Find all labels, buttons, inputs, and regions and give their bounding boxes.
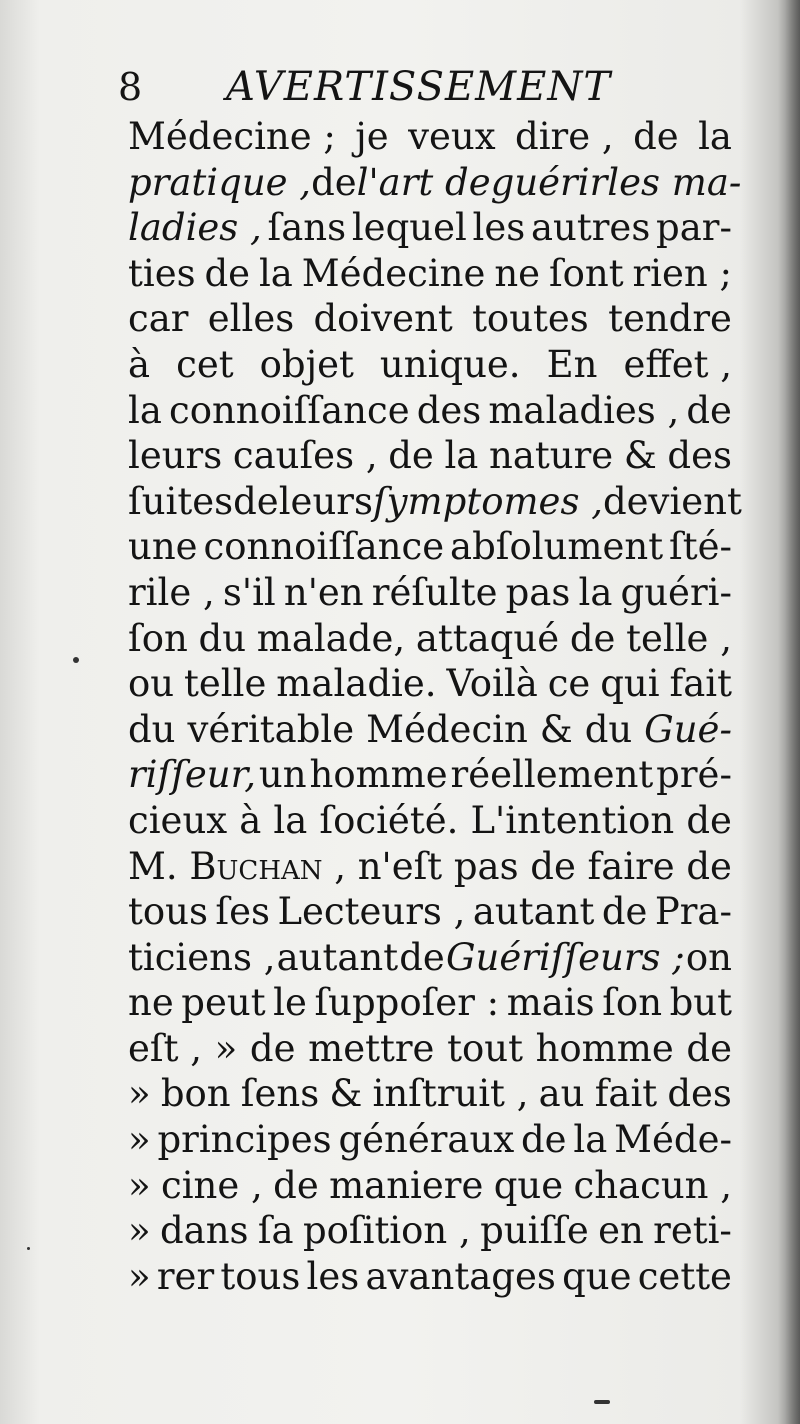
word: de — [273, 1163, 319, 1207]
word: attaqué — [415, 616, 560, 660]
word: de — [249, 1026, 296, 1070]
word: s'il — [222, 570, 276, 614]
word: on — [685, 935, 732, 979]
text-line — [128, 251, 732, 297]
text-line — [128, 798, 732, 844]
word: ou — [128, 662, 175, 706]
text-line — [128, 433, 732, 479]
word: ne — [128, 981, 174, 1025]
ink-speck — [27, 1247, 30, 1250]
word: » — [128, 1163, 151, 1207]
word: ticiens , — [128, 935, 276, 979]
word: principes — [157, 1118, 332, 1162]
word: des — [667, 434, 732, 478]
word: poſition , — [302, 1209, 471, 1253]
text-line — [128, 980, 732, 1026]
word: homme — [535, 1026, 674, 1070]
word: ſté- — [669, 525, 732, 569]
word: & — [539, 707, 573, 751]
text-line — [128, 1208, 732, 1254]
word: ſens — [240, 1072, 320, 1116]
word: puiſſe — [480, 1209, 589, 1253]
word: telle — [184, 662, 267, 706]
word: la — [698, 115, 732, 158]
word: Pra- — [654, 890, 732, 934]
word: ſon — [128, 616, 188, 660]
page-number: 8 — [118, 65, 143, 109]
word: maladies , — [488, 388, 680, 432]
word: » — [128, 1209, 151, 1253]
word: à — [239, 798, 262, 842]
text-line — [128, 752, 732, 798]
word: Buchan , — [189, 844, 347, 888]
word: veux — [408, 115, 496, 158]
word: reti- — [653, 1209, 732, 1253]
word: ſymptomes , — [372, 479, 603, 523]
word: eſt , — [128, 1026, 202, 1070]
text-line — [128, 388, 732, 434]
word: pratique , — [128, 160, 312, 204]
word: généraux — [338, 1118, 515, 1162]
word: malade, — [256, 616, 406, 660]
word: rien ; — [632, 251, 732, 295]
word: réſulte — [371, 570, 498, 614]
running-head — [118, 62, 738, 112]
word: tendre — [608, 297, 732, 341]
word: les — [472, 206, 526, 250]
ink-speck — [73, 657, 79, 663]
word: de — [388, 434, 434, 478]
text-line — [128, 935, 732, 981]
word: de — [569, 616, 616, 660]
word: » — [128, 1118, 151, 1162]
word: en — [598, 1209, 644, 1253]
word: chacun , — [573, 1163, 732, 1207]
text-line — [128, 707, 732, 753]
word: Médecin — [366, 707, 528, 751]
ink-speck — [594, 1400, 610, 1404]
word: nature — [489, 434, 614, 478]
word: de — [633, 115, 679, 158]
word: ne — [494, 251, 541, 295]
word: pas — [453, 844, 519, 888]
word: du — [128, 707, 176, 751]
word: & — [329, 1072, 363, 1116]
text-line — [128, 1026, 732, 1072]
word: ſuites — [128, 479, 234, 523]
word: avantages — [365, 1254, 556, 1298]
word: des — [667, 1072, 732, 1116]
word: la — [273, 798, 308, 842]
word: Médecine — [301, 251, 486, 295]
text-line — [128, 570, 732, 616]
word: ſociété. — [319, 798, 459, 842]
word: qui — [600, 662, 660, 706]
word: lequel — [351, 206, 467, 250]
word: réellement — [450, 753, 654, 797]
text-line — [128, 616, 732, 662]
word: connoiſſance — [168, 388, 410, 432]
word: la — [258, 251, 293, 295]
word: doivent — [313, 297, 453, 341]
word: de — [686, 844, 732, 888]
word: cine , — [160, 1163, 263, 1207]
text-line — [128, 1117, 732, 1163]
text-line — [128, 661, 732, 707]
word: abſolument — [450, 525, 664, 569]
word: ties — [128, 251, 196, 295]
word: de — [233, 479, 279, 523]
word: homme — [309, 753, 448, 797]
word: » — [128, 1072, 151, 1116]
word: le — [273, 981, 307, 1025]
word: ſont — [548, 251, 624, 295]
word: n'en — [283, 570, 364, 614]
word: ladies , — [128, 206, 262, 250]
word: de — [686, 798, 732, 842]
word: de — [686, 388, 732, 432]
word: Voilà — [446, 662, 538, 706]
word: Médecine ; — [128, 115, 336, 158]
word: peut — [181, 981, 266, 1025]
text-line — [128, 889, 732, 935]
page-edge-shadow — [778, 0, 800, 1424]
word: Gué- — [644, 707, 732, 751]
word: de — [686, 1026, 732, 1070]
word: une — [128, 525, 198, 569]
word: objet — [259, 342, 354, 386]
word: maniere — [329, 1163, 484, 1207]
word: véritable — [187, 707, 355, 751]
word: guérir — [490, 160, 608, 204]
word: toutes — [472, 297, 589, 341]
word: ce — [547, 662, 591, 706]
word: leurs — [278, 479, 373, 523]
word: M. — [128, 844, 178, 888]
word: Guériſſeurs ; — [445, 935, 685, 979]
word: que — [493, 1163, 564, 1207]
word: du — [198, 616, 247, 660]
word: de — [399, 935, 445, 979]
text-line — [128, 1163, 732, 1209]
text-line — [128, 479, 742, 525]
word: au — [538, 1072, 585, 1116]
word: tous — [220, 1254, 301, 1298]
word: la — [573, 1118, 608, 1162]
word: riſſeur, — [128, 753, 257, 797]
word: fait — [669, 662, 732, 706]
word: but — [669, 981, 732, 1025]
word: ſon — [602, 981, 663, 1025]
word: par- — [656, 206, 732, 250]
word: la — [128, 388, 162, 432]
word: tous — [128, 890, 208, 934]
word: dire , — [515, 115, 614, 158]
word: maladie. — [276, 662, 437, 706]
word: que — [562, 1254, 632, 1298]
word: telle , — [626, 616, 732, 660]
word: de — [601, 890, 648, 934]
word: ſans — [267, 206, 347, 250]
word: ſa — [257, 1209, 294, 1253]
word: à — [128, 342, 151, 386]
word: les ma- — [607, 160, 742, 204]
word: autant — [472, 890, 595, 934]
text-line — [128, 342, 732, 388]
word: les — [306, 1254, 360, 1298]
word: mettre — [308, 1026, 435, 1070]
word: unique. — [379, 342, 521, 386]
word: guéri- — [620, 570, 732, 614]
word: du — [584, 707, 633, 751]
word: rer — [156, 1254, 215, 1298]
word: des — [416, 388, 482, 432]
word: ſes — [215, 890, 270, 934]
text-line — [128, 844, 732, 890]
word: effet , — [623, 342, 732, 386]
word: elles — [207, 297, 295, 341]
word: leurs — [128, 434, 223, 478]
word: autres — [530, 206, 651, 250]
word: » — [128, 1254, 151, 1298]
text-line — [128, 1254, 732, 1300]
word: pré- — [656, 753, 732, 797]
word: Méde- — [614, 1118, 732, 1162]
word: » — [214, 1026, 238, 1070]
word: de — [530, 844, 576, 888]
word: Lecteurs , — [277, 890, 466, 934]
word: l'art de — [356, 160, 491, 204]
word: de — [521, 1118, 567, 1162]
text-line — [128, 114, 732, 160]
word: tout — [447, 1026, 523, 1070]
word: dans — [159, 1209, 249, 1253]
text-line — [128, 1071, 732, 1117]
word: de — [311, 160, 357, 204]
word: n'eſt — [357, 844, 443, 888]
text-line — [128, 160, 742, 206]
word: un — [258, 753, 307, 797]
word: la — [444, 434, 479, 478]
running-title: AVERTISSEMENT — [226, 64, 612, 110]
word: fait — [594, 1072, 658, 1116]
word: L'intention — [470, 798, 675, 842]
word: & — [623, 434, 657, 478]
text-line — [128, 296, 732, 342]
word: cieux — [128, 798, 228, 842]
word: devient — [602, 479, 742, 523]
body-text — [128, 114, 742, 1299]
word: car — [128, 297, 189, 341]
word: la — [578, 570, 613, 614]
word: bon — [160, 1072, 231, 1116]
word: cette — [637, 1254, 732, 1298]
word: cet — [176, 342, 234, 386]
text-line — [128, 205, 732, 251]
word: pas — [505, 570, 571, 614]
word: mais — [506, 981, 595, 1025]
word: rile , — [128, 570, 215, 614]
word: cauſes , — [232, 434, 378, 478]
word: faire — [587, 844, 675, 888]
word: de — [204, 251, 251, 295]
word: inſtruit , — [372, 1072, 529, 1116]
word: En — [546, 342, 598, 386]
word: je — [355, 115, 389, 158]
word: ſuppoſer : — [314, 981, 500, 1025]
text-line — [128, 524, 732, 570]
word: autant — [276, 935, 399, 979]
word: connoiſſance — [203, 525, 445, 569]
